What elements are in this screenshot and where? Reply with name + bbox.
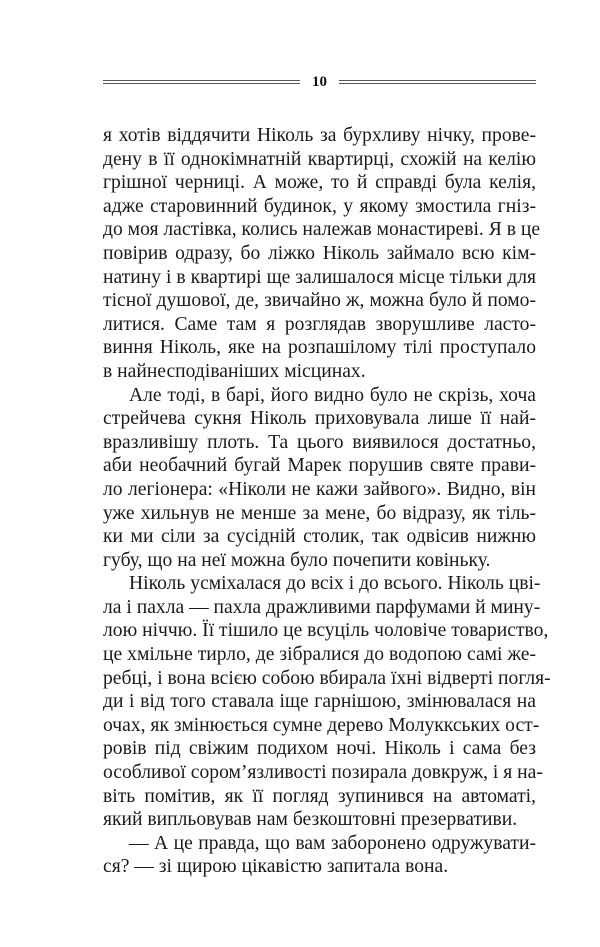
text-line: грішної черниці. А може, то й справді була келія, xyxy=(103,172,536,194)
text-line: стрейчева сукня Ніколь приховувала лише її най- xyxy=(103,408,536,430)
text-line: який випльовував нам безкоштовні презервативи. xyxy=(103,809,518,831)
text-line: до моя ластівка, колись належав монастиреві. Я в це xyxy=(103,219,541,241)
text-line: ки ми сіли за сусідній столик, так одвісив нижню xyxy=(103,526,536,548)
text-line: дену в її однокімнатній квартирці, схожій на келію xyxy=(103,148,536,170)
header-rule-right xyxy=(339,80,536,84)
body-text xyxy=(103,124,551,879)
text-line: литися. Саме там я розглядав зворушливе ласто- xyxy=(103,313,536,335)
text-line: я хотів віддячити Ніколь за бурхливу нічку, прове- xyxy=(103,125,536,146)
text-line: особливої сором’язливості позирала довкруж, і я на- xyxy=(103,762,543,784)
text-line: лою ніччю. Її тішило це всуціль чоловіче товариство, xyxy=(103,620,549,642)
text-line: ровів під свіжим подихом ночі. Ніколь і сама без xyxy=(103,738,536,760)
text-line: це хмільне тирло, де зібралися до водопою самі же- xyxy=(103,644,536,666)
text-line: ла і пахла — пахла дражливими парфумами й мину- xyxy=(103,596,541,618)
page-number: 10 xyxy=(312,74,327,90)
text-line: Але тоді, в барі, його видно було не скрізь, хоча xyxy=(129,384,536,406)
text-line: тісної душової, де, звичайно ж, можна було й помо- xyxy=(103,290,536,312)
text-line: ло легіонера: «Ніколи не кажи зайвого». Видно, він xyxy=(103,478,536,500)
text-line: віть помітив, як її погляд зупинився на автоматі, xyxy=(103,785,536,807)
text-line: уже хильнув не менше за мене, бо відразу, як тіль- xyxy=(103,502,536,524)
text-line: губу, що на неї можна було почепити ковіньку. xyxy=(103,549,491,571)
text-line: ся? — зі щирою цікавістю запитала вона. xyxy=(103,856,449,878)
text-line: вразливішу плоть. Та цього виявилося достатньо, xyxy=(103,431,536,453)
text-line: натину і в квартирі ще залишалося місце тільки для xyxy=(103,266,536,288)
paragraph xyxy=(103,384,536,573)
running-header xyxy=(103,72,536,92)
text-line: адже старовинний будинок, у якому змостила гніз- xyxy=(103,195,536,217)
header-rule-left xyxy=(103,80,300,84)
text-line: повірив одразу, бо ліжко Ніколь займало всю кім- xyxy=(103,242,536,264)
text-line: Ніколь усміхалася до всіх і до всього. Ніколь цві- xyxy=(129,573,541,595)
text-line: ди і від того ставала іще гарнішою, змінювалася на xyxy=(103,691,536,713)
paragraph xyxy=(103,572,551,832)
text-line: очах, як змінюється сумне дерево Молуккських ост- xyxy=(103,714,540,736)
text-line: ребці, і вона всією собою вбирала їхні відверті погля- xyxy=(103,667,551,689)
paragraph xyxy=(103,124,541,384)
text-line: — А це правда, що вам заборонено одружувати- xyxy=(129,832,536,854)
paragraph xyxy=(103,832,536,879)
text-line: виння Ніколь, яке на розпашілому тілі проступало xyxy=(103,337,536,359)
text-line: в найнесподіваніших місцинах. xyxy=(103,360,366,382)
text-line: аби необачний бугай Марек порушив святе прави- xyxy=(103,455,536,477)
